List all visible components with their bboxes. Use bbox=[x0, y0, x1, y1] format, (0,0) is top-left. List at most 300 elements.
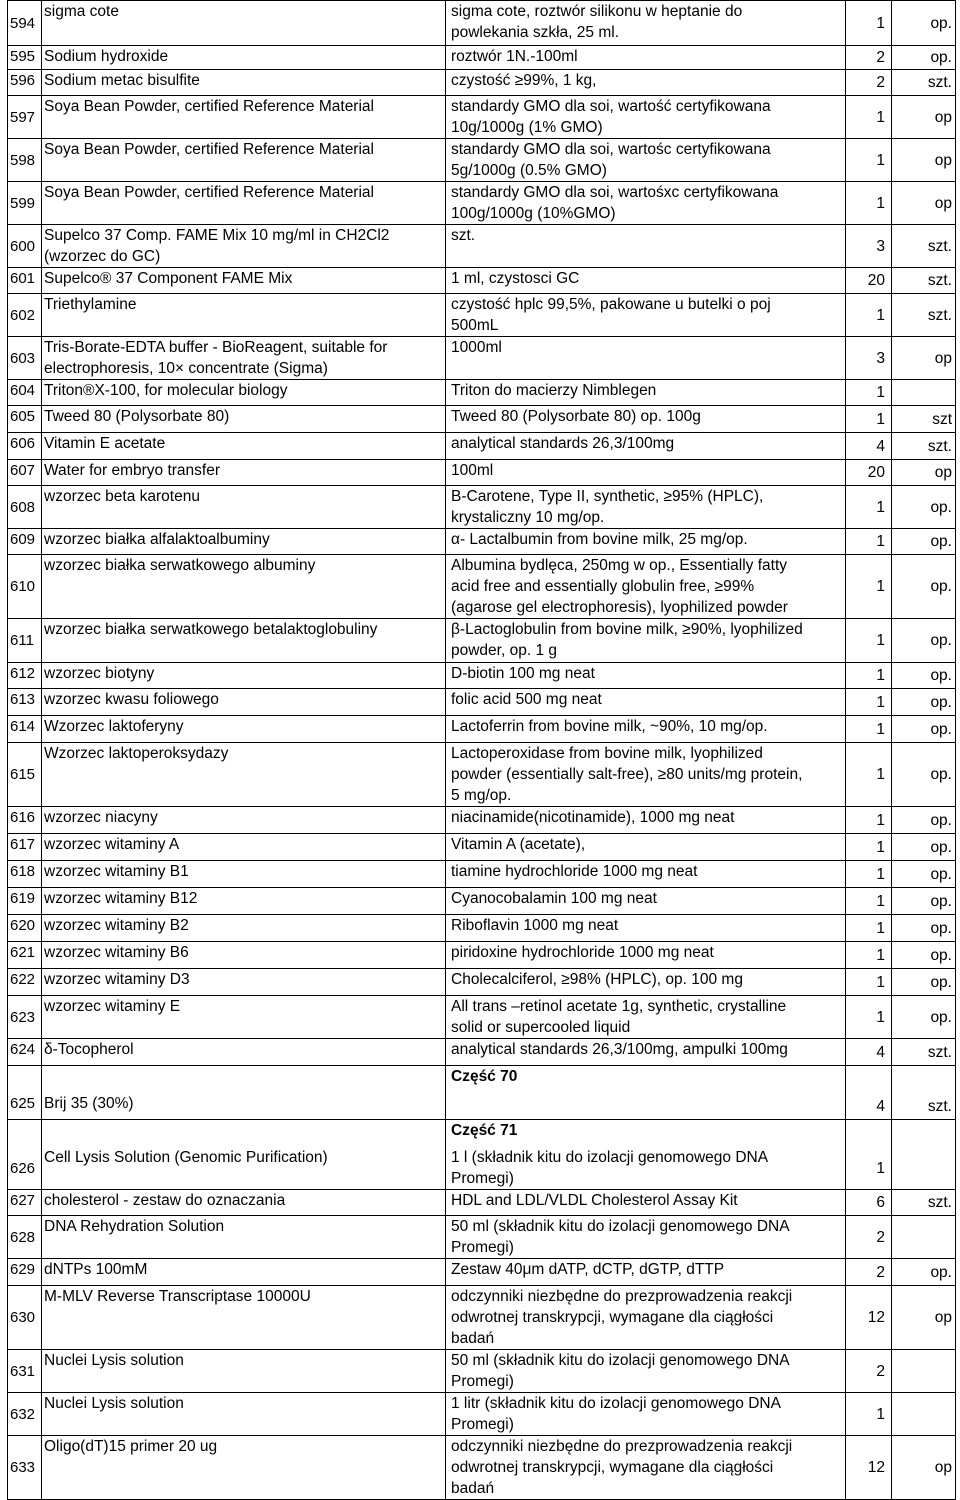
row-number: 624 bbox=[8, 1039, 42, 1066]
product-name-line: Triton®X-100, for molecular biology bbox=[44, 382, 288, 399]
product-description-line: Promegi) bbox=[451, 1416, 514, 1433]
row-number bbox=[8, 1120, 42, 1147]
row-number: 594 bbox=[8, 1, 42, 46]
quantity: 2 bbox=[846, 1216, 892, 1259]
product-description-line: HDL and LDL/VLDL Cholesterol Assay Kit bbox=[451, 1192, 738, 1209]
quantity: 1 bbox=[846, 689, 892, 716]
product-description bbox=[446, 689, 846, 716]
row-number: 607 bbox=[8, 460, 42, 486]
product-name bbox=[42, 1093, 446, 1120]
product-name-line: Tris-Borate-EDTA buffer - BioReagent, suitable for bbox=[44, 339, 388, 356]
product-description-line: 10g/1000g (1% GMO) bbox=[451, 119, 603, 136]
product-description-line: odczynniki niezbędne do prezprowadzenia reakcji bbox=[451, 1438, 793, 1455]
product-description bbox=[446, 663, 846, 689]
product-description-line: 50 ml (składnik kitu do izolacji genomowego DNA bbox=[451, 1218, 790, 1235]
table-row bbox=[8, 139, 956, 182]
unit: op. bbox=[892, 807, 956, 834]
product-description bbox=[446, 1259, 846, 1286]
product-name-line: Nuclei Lysis solution bbox=[44, 1352, 184, 1369]
product-name-line: wzorzec witaminy B1 bbox=[44, 863, 189, 880]
product-description-line: odczynniki niezbędne do prezprowadzenia reakcji bbox=[451, 1288, 793, 1305]
quantity: 1 bbox=[846, 529, 892, 555]
product-description-line: 500mL bbox=[451, 317, 499, 334]
quantity: 3 bbox=[846, 337, 892, 380]
product-name bbox=[42, 861, 446, 888]
quantity: 6 bbox=[846, 1190, 892, 1216]
quantity: 1 bbox=[846, 555, 892, 619]
product-name bbox=[42, 1436, 446, 1500]
product-name-line: Soya Bean Powder, certified Reference Material bbox=[44, 184, 374, 201]
table-row bbox=[8, 1259, 956, 1286]
table-row bbox=[8, 486, 956, 529]
unit: op. bbox=[892, 716, 956, 743]
quantity: 4 bbox=[846, 1093, 892, 1120]
unit: op. bbox=[892, 663, 956, 689]
product-description-line: 5 mg/op. bbox=[451, 787, 512, 804]
product-description bbox=[446, 1350, 846, 1393]
unit: op. bbox=[892, 915, 956, 942]
quantity: 1 bbox=[846, 406, 892, 433]
quantity bbox=[846, 1120, 892, 1147]
row-number: 618 bbox=[8, 861, 42, 888]
table-row bbox=[8, 380, 956, 406]
table-row bbox=[8, 716, 956, 743]
unit: op. bbox=[892, 942, 956, 969]
product-name-line: Triethylamine bbox=[44, 296, 137, 313]
table-row bbox=[8, 807, 956, 834]
product-name bbox=[42, 689, 446, 716]
product-description-line: Część 71 bbox=[451, 1122, 518, 1139]
row-number: 629 bbox=[8, 1259, 42, 1286]
product-name-line: wzorzec witaminy D3 bbox=[44, 971, 190, 988]
table-row bbox=[8, 996, 956, 1039]
product-name-line: wzorzec witaminy E bbox=[44, 998, 181, 1015]
table-row bbox=[8, 225, 956, 268]
product-description-line: szt. bbox=[451, 227, 476, 244]
product-name-line: sigma cote bbox=[44, 3, 119, 20]
product-name bbox=[42, 619, 446, 663]
product-name bbox=[42, 1286, 446, 1350]
table-row bbox=[8, 1436, 956, 1500]
row-number: 611 bbox=[8, 619, 42, 663]
quantity: 1 bbox=[846, 96, 892, 139]
product-description-line: Albumina bydlęca, 250mg w op., Essentially fatty bbox=[451, 557, 788, 574]
table-row bbox=[8, 406, 956, 433]
product-description-line: folic acid 500 mg neat bbox=[451, 691, 602, 708]
row-number: 598 bbox=[8, 139, 42, 182]
product-name-line: Cell Lysis Solution (Genomic Purification) bbox=[44, 1149, 328, 1166]
row-number: 602 bbox=[8, 294, 42, 337]
product-description-line: Promegi) bbox=[451, 1239, 514, 1256]
product-description bbox=[446, 915, 846, 942]
product-name-line: Water for embryo transfer bbox=[44, 462, 221, 479]
table-row bbox=[8, 743, 956, 807]
product-name-line: Vitamin E acetate bbox=[44, 435, 166, 452]
product-description bbox=[446, 1393, 846, 1436]
unit bbox=[892, 1350, 956, 1393]
quantity: 4 bbox=[846, 1039, 892, 1066]
product-table bbox=[7, 0, 956, 1500]
product-description bbox=[446, 460, 846, 486]
product-description-line: Część 70 bbox=[451, 1068, 518, 1085]
product-name-line: wzorzec białka alfalaktoalbuminy bbox=[44, 531, 270, 548]
unit: szt. bbox=[892, 1093, 956, 1120]
product-description bbox=[446, 834, 846, 861]
product-description bbox=[446, 182, 846, 225]
product-description bbox=[446, 96, 846, 139]
product-name-line: dNTPs 100mM bbox=[44, 1261, 148, 1278]
table-row bbox=[8, 969, 956, 996]
product-name-line: Tweed 80 (Polysorbate 80) bbox=[44, 408, 230, 425]
product-name bbox=[42, 1, 446, 46]
product-description-line: standardy GMO dla soi, wartośc certyfikowana bbox=[451, 141, 771, 158]
unit bbox=[892, 1147, 956, 1190]
product-description-line: czystość hplc 99,5%, pakowane u butelki o poj bbox=[451, 296, 771, 313]
product-description-line: powder, op. 1 g bbox=[451, 642, 557, 659]
product-name bbox=[42, 996, 446, 1039]
quantity: 3 bbox=[846, 225, 892, 268]
unit: szt. bbox=[892, 70, 956, 96]
product-name bbox=[42, 337, 446, 380]
product-description bbox=[446, 46, 846, 70]
product-description-line: odwrotnej transkrypcji, wymagane dla ciągłości bbox=[451, 1309, 774, 1326]
table-row bbox=[8, 861, 956, 888]
table-row bbox=[8, 529, 956, 555]
row-number: 622 bbox=[8, 969, 42, 996]
product-name-line: cholesterol - zestaw do oznaczania bbox=[44, 1192, 286, 1209]
product-name-line: wzorzec kwasu foliowego bbox=[44, 691, 219, 708]
row-number: 603 bbox=[8, 337, 42, 380]
quantity: 20 bbox=[846, 460, 892, 486]
unit: op bbox=[892, 337, 956, 380]
row-number: 606 bbox=[8, 433, 42, 460]
product-description-line: 1 ml, czystosci GC bbox=[451, 270, 580, 287]
product-description bbox=[446, 861, 846, 888]
row-number: 610 bbox=[8, 555, 42, 619]
product-name bbox=[42, 433, 446, 460]
product-description-line: tiamine hydrochloride 1000 mg neat bbox=[451, 863, 698, 880]
row-number: 632 bbox=[8, 1393, 42, 1436]
unit: op. bbox=[892, 834, 956, 861]
unit: op. bbox=[892, 555, 956, 619]
unit bbox=[892, 1066, 956, 1093]
product-description-line: 100g/1000g (10%GMO) bbox=[451, 205, 616, 222]
product-name bbox=[42, 225, 446, 268]
product-name-line: wzorzec białka serwatkowego betalaktoglobuliny bbox=[44, 621, 378, 638]
table-row bbox=[8, 619, 956, 663]
product-description-line: piridoxine hydrochloride 1000 mg neat bbox=[451, 944, 714, 961]
unit: szt bbox=[892, 406, 956, 433]
product-description-line: 50 ml (składnik kitu do izolacji genomowego DNA bbox=[451, 1352, 790, 1369]
product-description-line: badań bbox=[451, 1480, 495, 1497]
product-description bbox=[446, 486, 846, 529]
product-description bbox=[446, 1147, 846, 1190]
table-row bbox=[8, 663, 956, 689]
product-description bbox=[446, 529, 846, 555]
table-row bbox=[8, 433, 956, 460]
product-description bbox=[446, 433, 846, 460]
product-description bbox=[446, 888, 846, 915]
product-name bbox=[42, 1147, 446, 1190]
product-description-line: solid or supercooled liquid bbox=[451, 1019, 631, 1036]
product-name-line: Brij 35 (30%) bbox=[44, 1095, 134, 1112]
quantity: 1 bbox=[846, 1393, 892, 1436]
unit bbox=[892, 1393, 956, 1436]
quantity: 1 bbox=[846, 1147, 892, 1190]
product-name-line: (wzorzec do GC) bbox=[44, 248, 161, 265]
quantity: 12 bbox=[846, 1436, 892, 1500]
product-name-line: Sodium hydroxide bbox=[44, 48, 169, 65]
quantity: 1 bbox=[846, 915, 892, 942]
unit: op bbox=[892, 1286, 956, 1350]
product-name-line: Wzorzec laktoperoksydazy bbox=[44, 745, 229, 762]
quantity: 2 bbox=[846, 1350, 892, 1393]
table-row bbox=[8, 1286, 956, 1350]
product-name bbox=[42, 139, 446, 182]
product-description bbox=[446, 1190, 846, 1216]
table-row bbox=[8, 1147, 956, 1190]
quantity: 20 bbox=[846, 268, 892, 294]
row-number: 601 bbox=[8, 268, 42, 294]
product-name-line: Soya Bean Powder, certified Reference Material bbox=[44, 98, 374, 115]
product-description-line: Triton do macierzy Nimblegen bbox=[451, 382, 657, 399]
product-name bbox=[42, 460, 446, 486]
product-description bbox=[446, 969, 846, 996]
product-description bbox=[446, 1066, 846, 1093]
unit: op bbox=[892, 460, 956, 486]
product-description bbox=[446, 70, 846, 96]
product-name bbox=[42, 915, 446, 942]
product-description bbox=[446, 380, 846, 406]
product-name-line: Supelco 37 Comp. FAME Mix 10 mg/ml in CH2Cl2 bbox=[44, 227, 390, 244]
product-name-line: wzorzec niacyny bbox=[44, 809, 158, 826]
product-name-line: wzorzec białka serwatkowego albuminy bbox=[44, 557, 316, 574]
table-row bbox=[8, 834, 956, 861]
row-number: 633 bbox=[8, 1436, 42, 1500]
product-name-line: wzorzec beta karotenu bbox=[44, 488, 200, 505]
product-name bbox=[42, 1039, 446, 1066]
table-row bbox=[8, 555, 956, 619]
product-description-line: odwrotnej transkrypcji, wymagane dla ciągłości bbox=[451, 1459, 774, 1476]
product-description-line: Cyanocobalamin 100 mg neat bbox=[451, 890, 657, 907]
product-name-line: DNA Rehydration Solution bbox=[44, 1218, 225, 1235]
table-row bbox=[8, 70, 956, 96]
row-number bbox=[8, 1066, 42, 1093]
unit: op. bbox=[892, 1, 956, 46]
table-row bbox=[8, 1350, 956, 1393]
row-number: 613 bbox=[8, 689, 42, 716]
row-number: 599 bbox=[8, 182, 42, 225]
unit: op bbox=[892, 96, 956, 139]
row-number: 605 bbox=[8, 406, 42, 433]
product-name bbox=[42, 888, 446, 915]
product-name bbox=[42, 834, 446, 861]
row-number: 597 bbox=[8, 96, 42, 139]
table-row bbox=[8, 96, 956, 139]
product-description-line: acid free and essentially globulin free, ≥99% bbox=[451, 578, 755, 595]
product-description bbox=[446, 406, 846, 433]
quantity: 1 bbox=[846, 380, 892, 406]
quantity: 1 bbox=[846, 861, 892, 888]
product-description-line: Vitamin A (acetate), bbox=[451, 836, 586, 853]
row-number: 596 bbox=[8, 70, 42, 96]
product-name bbox=[42, 555, 446, 619]
quantity: 1 bbox=[846, 139, 892, 182]
product-description bbox=[446, 1, 846, 46]
product-name-line: wzorzec witaminy B12 bbox=[44, 890, 198, 907]
product-description bbox=[446, 1093, 846, 1120]
product-description-line: roztwór 1N.-100ml bbox=[451, 48, 578, 65]
product-name-line: M-MLV Reverse Transcriptase 10000U bbox=[44, 1288, 311, 1305]
table-row bbox=[8, 1216, 956, 1259]
section-header-row bbox=[8, 1120, 956, 1147]
product-description bbox=[446, 619, 846, 663]
product-description-line: Zestaw 40μm dATP, dCTP, dGTP, dTTP bbox=[451, 1261, 725, 1278]
row-number: 625 bbox=[8, 1093, 42, 1120]
product-name-line: wzorzec witaminy B2 bbox=[44, 917, 189, 934]
unit: op. bbox=[892, 969, 956, 996]
table-row bbox=[8, 1039, 956, 1066]
product-name bbox=[42, 380, 446, 406]
product-description-line: sigma cote, roztwór silikonu w heptanie do bbox=[451, 3, 743, 20]
product-description bbox=[446, 1436, 846, 1500]
row-number: 617 bbox=[8, 834, 42, 861]
product-name bbox=[42, 96, 446, 139]
unit: op bbox=[892, 182, 956, 225]
product-name bbox=[42, 942, 446, 969]
product-name-line: Supelco® 37 Component FAME Mix bbox=[44, 270, 293, 287]
unit: szt. bbox=[892, 225, 956, 268]
product-description bbox=[446, 996, 846, 1039]
product-name bbox=[42, 716, 446, 743]
product-description-line: 1 litr (składnik kitu do izolacji genomowego DNA bbox=[451, 1395, 781, 1412]
product-name bbox=[42, 1259, 446, 1286]
product-description-line: 100ml bbox=[451, 462, 494, 479]
unit bbox=[892, 1120, 956, 1147]
quantity: 2 bbox=[846, 70, 892, 96]
product-description-line: α- Lactalbumin from bovine milk, 25 mg/op. bbox=[451, 531, 748, 548]
table-row bbox=[8, 460, 956, 486]
product-name bbox=[42, 807, 446, 834]
product-description bbox=[446, 225, 846, 268]
product-description-line: 1000ml bbox=[451, 339, 502, 356]
product-name-line: wzorzec biotyny bbox=[44, 665, 155, 682]
product-description-line: analytical standards 26,3/100mg bbox=[451, 435, 675, 452]
product-name bbox=[42, 70, 446, 96]
product-description-line: All trans –retinol acetate 1g, synthetic, crystalline bbox=[451, 998, 787, 1015]
product-description-line: badań bbox=[451, 1330, 495, 1347]
quantity: 1 bbox=[846, 888, 892, 915]
table-row bbox=[8, 337, 956, 380]
product-name-line: wzorzec witaminy B6 bbox=[44, 944, 189, 961]
product-description-line: standardy GMO dla soi, wartośxc certyfikowana bbox=[451, 184, 779, 201]
product-name-line: Oligo(dT)15 primer 20 ug bbox=[44, 1438, 218, 1455]
quantity: 1 bbox=[846, 834, 892, 861]
product-description-line: Promegi) bbox=[451, 1373, 514, 1390]
row-number: 631 bbox=[8, 1350, 42, 1393]
product-name bbox=[42, 1350, 446, 1393]
product-description-line: 5g/1000g (0.5% GMO) bbox=[451, 162, 607, 179]
row-number: 626 bbox=[8, 1147, 42, 1190]
product-description bbox=[446, 555, 846, 619]
product-description bbox=[446, 743, 846, 807]
unit: op. bbox=[892, 996, 956, 1039]
row-number: 628 bbox=[8, 1216, 42, 1259]
row-number: 623 bbox=[8, 996, 42, 1039]
unit bbox=[892, 380, 956, 406]
unit: op. bbox=[892, 888, 956, 915]
table-row bbox=[8, 1093, 956, 1120]
section-header-row bbox=[8, 1066, 956, 1093]
unit: szt. bbox=[892, 1190, 956, 1216]
table-row bbox=[8, 182, 956, 225]
product-description-line: Lactoferrin from bovine milk, ~90%, 10 mg/op. bbox=[451, 718, 768, 735]
product-description bbox=[446, 1216, 846, 1259]
row-number: 620 bbox=[8, 915, 42, 942]
product-description bbox=[446, 139, 846, 182]
product-name-line: Nuclei Lysis solution bbox=[44, 1395, 184, 1412]
unit: op. bbox=[892, 743, 956, 807]
product-description-line: powlekania szkła, 25 ml. bbox=[451, 24, 619, 41]
product-name bbox=[42, 294, 446, 337]
product-description-line: analytical standards 26,3/100mg, ampulki 100mg bbox=[451, 1041, 788, 1058]
product-description bbox=[446, 942, 846, 969]
product-description bbox=[446, 807, 846, 834]
row-number: 615 bbox=[8, 743, 42, 807]
product-description-line: Lactoperoxidase from bovine milk, lyophilized bbox=[451, 745, 763, 762]
product-description-line: D-biotin 100 mg neat bbox=[451, 665, 595, 682]
product-name bbox=[42, 969, 446, 996]
product-name-line: electrophoresis, 10× concentrate (Sigma) bbox=[44, 360, 328, 377]
product-name bbox=[42, 486, 446, 529]
product-description-line: powder (essentially salt-free), ≥80 units/mg protein, bbox=[451, 766, 803, 783]
product-description-line: Riboflavin 1000 mg neat bbox=[451, 917, 619, 934]
row-number: 609 bbox=[8, 529, 42, 555]
quantity: 2 bbox=[846, 46, 892, 70]
unit: szt. bbox=[892, 433, 956, 460]
unit: szt. bbox=[892, 294, 956, 337]
quantity: 1 bbox=[846, 663, 892, 689]
table-row bbox=[8, 1, 956, 46]
product-name bbox=[42, 1066, 446, 1093]
product-description bbox=[446, 716, 846, 743]
quantity: 1 bbox=[846, 996, 892, 1039]
row-number: 604 bbox=[8, 380, 42, 406]
unit: op. bbox=[892, 689, 956, 716]
table-row bbox=[8, 294, 956, 337]
unit: szt. bbox=[892, 268, 956, 294]
quantity: 1 bbox=[846, 294, 892, 337]
quantity: 1 bbox=[846, 619, 892, 663]
table-row bbox=[8, 689, 956, 716]
product-description bbox=[446, 337, 846, 380]
product-name-line: δ-Tocopherol bbox=[44, 1041, 134, 1058]
product-name-line: Wzorzec laktoferyny bbox=[44, 718, 184, 735]
product-name-line: Sodium metac bisulfite bbox=[44, 72, 200, 89]
product-description-line: niacinamide(nicotinamide), 1000 mg neat bbox=[451, 809, 735, 826]
product-name bbox=[42, 743, 446, 807]
table-row bbox=[8, 46, 956, 70]
table-row bbox=[8, 942, 956, 969]
quantity: 4 bbox=[846, 433, 892, 460]
product-description-line: Tweed 80 (Polysorbate 80) op. 100g bbox=[451, 408, 701, 425]
row-number: 619 bbox=[8, 888, 42, 915]
product-description bbox=[446, 1286, 846, 1350]
product-description bbox=[446, 268, 846, 294]
unit: op. bbox=[892, 1259, 956, 1286]
unit: op. bbox=[892, 619, 956, 663]
product-name-line: Soya Bean Powder, certified Reference Material bbox=[44, 141, 374, 158]
